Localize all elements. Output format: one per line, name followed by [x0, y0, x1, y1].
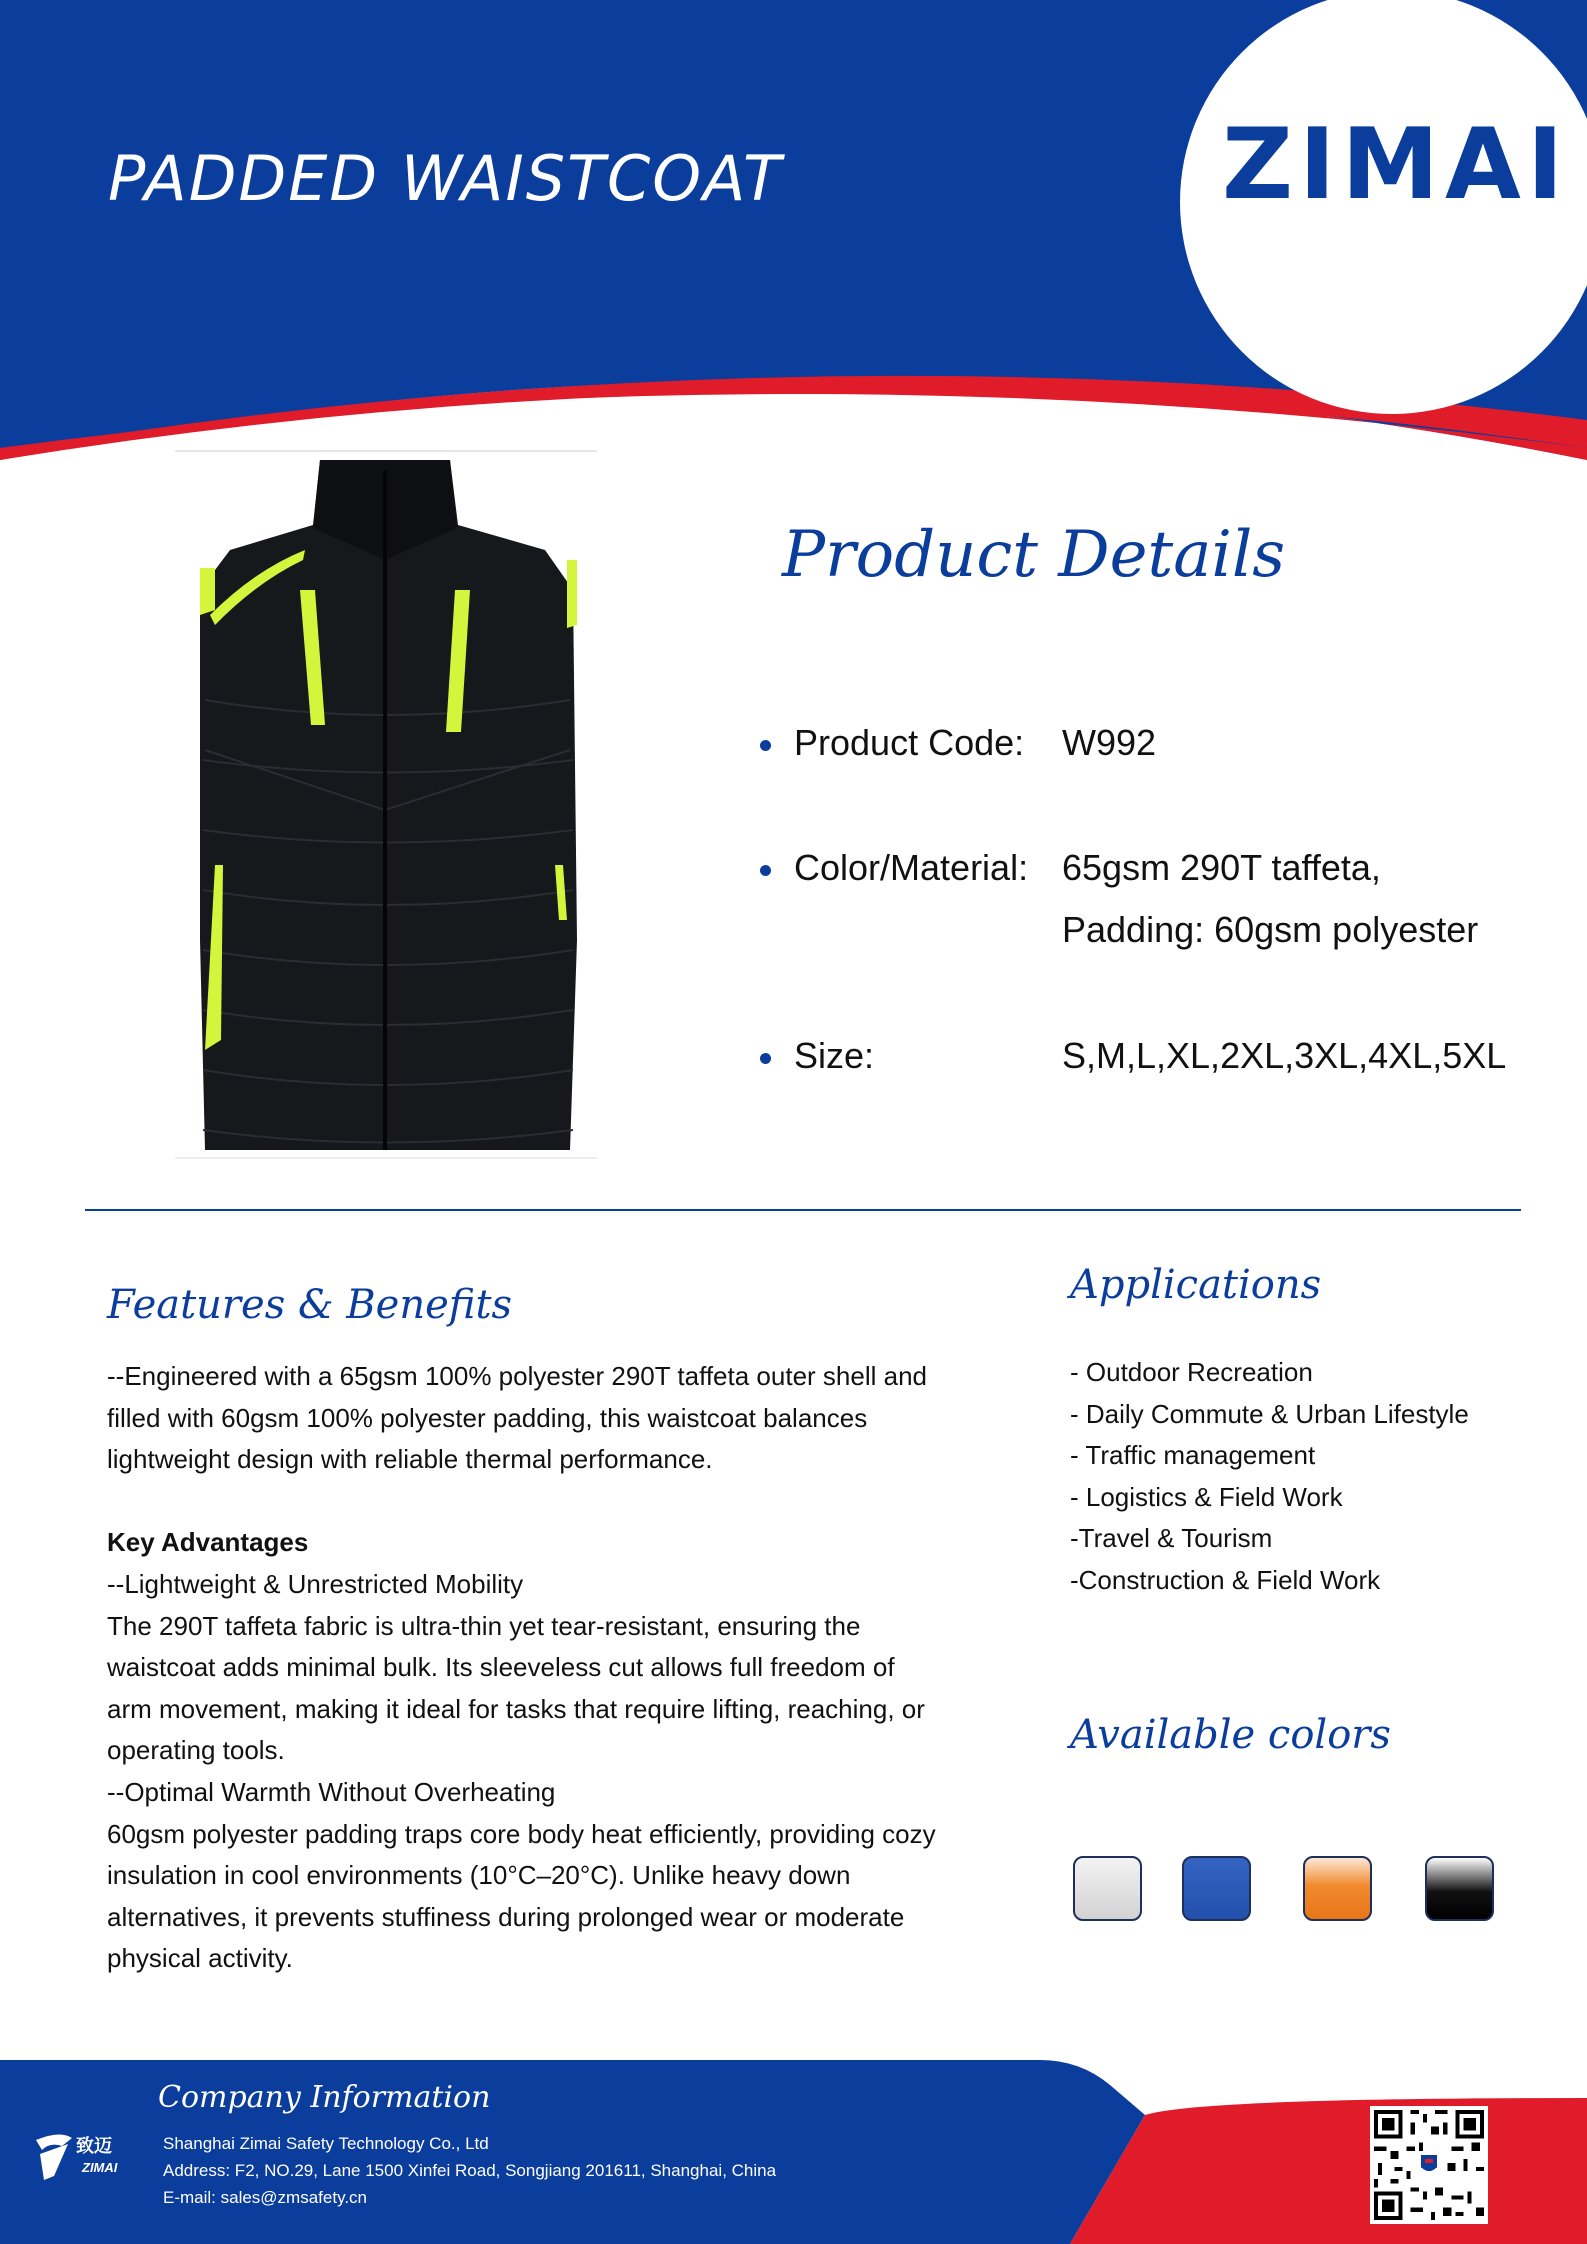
spec-value: W992	[1062, 722, 1157, 763]
company-email[interactable]: E-mail: sales@zmsafety.cn	[163, 2188, 367, 2207]
header-banner	[0, 0, 1587, 480]
bullet-icon	[760, 1053, 771, 1064]
bullet-icon	[760, 865, 771, 876]
advantage-2-body: 60gsm polyester padding traps core body heat efficiently, providing cozy insulation in cool environments (10°C–20°C). Unlike heavy down alternatives, it prevents stuffiness during prolonged wear or moderate physical activity.	[107, 1818, 936, 1974]
bullet-icon	[760, 740, 771, 751]
spec-value: 65gsm 290T taffeta,	[1062, 847, 1381, 888]
spec-value-line2: Padding: 60gsm polyester	[1062, 909, 1479, 950]
list-item: - Daily Commute & Urban Lifestyle	[1070, 1398, 1469, 1429]
spec-label: Product Code:	[794, 722, 1025, 763]
advantage-1-title: --Lightweight & Unrestricted Mobility	[107, 1568, 524, 1599]
spec-label: Size:	[794, 1035, 875, 1076]
swatch-orange	[1303, 1856, 1372, 1921]
vest-product-image	[175, 450, 597, 1160]
qr-code-icon[interactable]	[1370, 2106, 1488, 2224]
product-details-heading: Product Details	[782, 518, 1286, 592]
company-address: Address: F2, NO.29, Lane 1500 Xinfei Road, Songjiang 201611, Shanghai, China	[163, 2161, 777, 2180]
logo-cn-text: 致迈	[76, 2136, 112, 2156]
company-name: Shanghai Zimai Safety Technology Co., Ltd	[163, 2134, 489, 2153]
list-item: - Logistics & Field Work	[1070, 1481, 1343, 1512]
swatch-royal-blue	[1182, 1856, 1251, 1921]
applications-list	[1070, 1352, 1469, 1602]
list-item: -Construction & Field Work	[1070, 1564, 1381, 1595]
brand-logo: ZIMAI	[1222, 108, 1570, 222]
swatch-light-grey	[1073, 1856, 1142, 1921]
list-item: -Travel & Tourism	[1070, 1523, 1273, 1554]
available-colors-heading: Available colors	[1070, 1712, 1391, 1758]
spec-label: Color/Material:	[794, 847, 1029, 888]
features-heading: Features & Benefits	[107, 1282, 513, 1328]
spec-value: S,M,L,XL,2XL,3XL,4XL,5XL	[1062, 1035, 1507, 1076]
list-item: - Outdoor Recreation	[1070, 1357, 1313, 1387]
company-info-heading: Company Information	[158, 2080, 491, 2115]
features-body	[107, 1356, 937, 1980]
logo-en-text: ZIMAI	[82, 2160, 118, 2175]
key-advantages-heading: Key Advantages	[107, 1527, 309, 1558]
swatch-black	[1425, 1856, 1494, 1921]
applications-heading: Applications	[1070, 1262, 1322, 1308]
section-divider	[85, 1209, 1521, 1211]
advantage-1-body: The 290T taffeta fabric is ultra-thin yet tear-resistant, ensuring the waistcoat adds minimal bulk. Its sleeveless cut allows full freedom of arm movement, making it ideal for tasks that require lifting, reaching, or operating tools.	[107, 1610, 925, 1766]
features-intro: --Engineered with a 65gsm 100% polyester 290T taffeta outer shell and filled with 60gsm 100% polyester padding, this waistcoat balances lightweight design with reliable thermal performance.	[107, 1361, 927, 1475]
list-item: - Traffic management	[1070, 1440, 1316, 1471]
page-title: PADDED WAISTCOAT	[108, 142, 783, 215]
advantage-2-title: --Optimal Warmth Without Overheating	[107, 1776, 556, 1807]
